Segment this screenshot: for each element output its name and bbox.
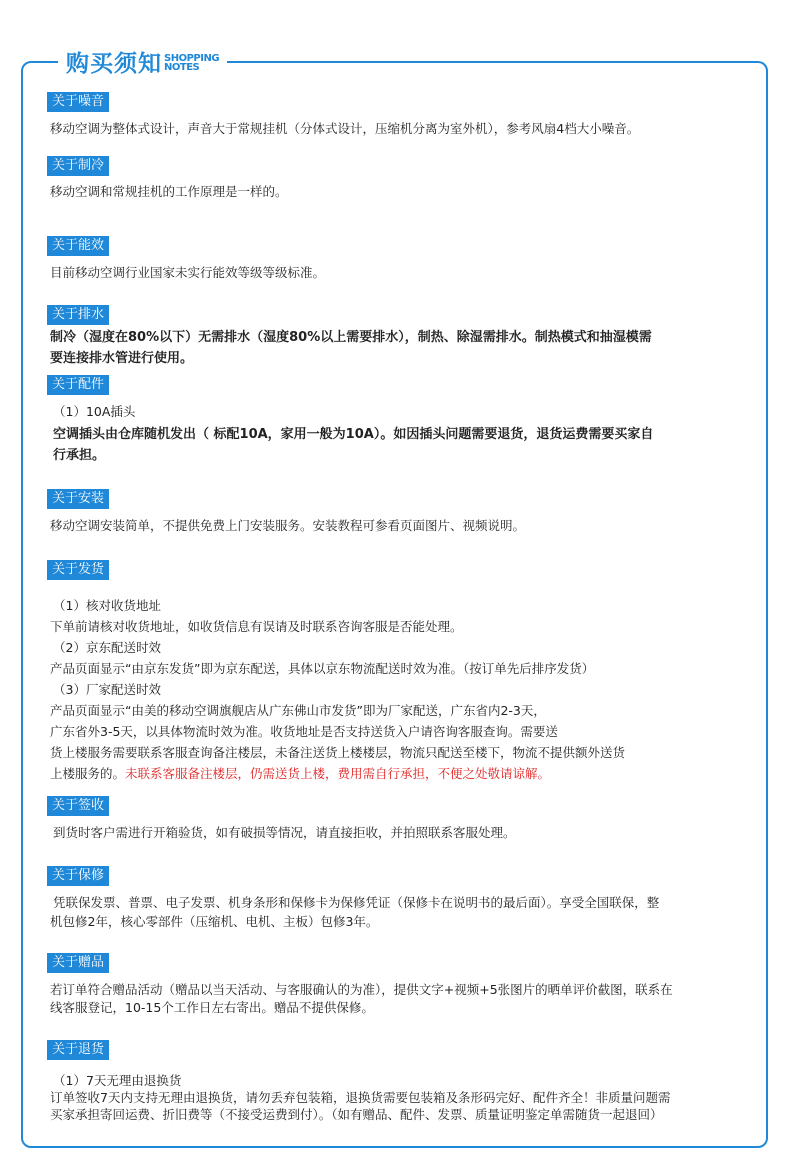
section-label-signing: 关于签收	[47, 796, 109, 816]
shipping-warning: 未联系客服备注楼层，仍需送货上楼，费用需自行承担，不便之处敬请谅解。	[125, 766, 551, 781]
parts-subheading: （1）10A插头	[53, 404, 136, 419]
warranty-line-1: 凭联保发票、普票、电子发票、机身条形和保修卡为保修凭证（保修卡在说明书的最后面）。享受全国联保，整	[53, 895, 660, 910]
efficiency-text: 目前移动空调行业国家未实行能效等级等级标准。	[50, 265, 326, 280]
title-en: SHOPPING NOTES	[164, 53, 220, 73]
section-label-warranty: 关于保修	[47, 866, 109, 886]
signing-text: 到货时客户需进行开箱验货，如有破损等情况，请直接拒收，并拍照联系客服处理。	[53, 825, 516, 840]
gifts-line-1: 若订单符合赠品活动（赠品以当天活动、与客服确认的为准），提供文字+视频+5张图片的晒单评价截图，联系在	[50, 982, 673, 997]
section-label-returns: 关于退货	[47, 1040, 109, 1060]
shipping-line-4: 产品页面显示“由京东发货”即为京东配送，具体以京东物流配送时效为准。（按订单先后排序发货）	[50, 661, 595, 676]
returns-line-2: 订单签收7天内支持无理由退换货，请勿丢弃包装箱，退换货需要包装箱及条形码完好、配件齐全！非质量问题需	[50, 1090, 671, 1105]
drainage-text-line-1: 制冷（湿度在80%以下）无需排水（湿度80%以上需要排水），制热、除湿需排水。制热模式和抽湿模需	[50, 330, 652, 345]
drainage-text-line-2: 要连接排水管进行使用。	[50, 351, 194, 366]
gifts-line-2: 线客服登记，10-15个工作日左右寄出。赠品不提供保修。	[50, 1000, 374, 1015]
parts-text-line-1: 空调插头由仓库随机发出（ 标配10A，家用一般为10A）。如因插头问题需要退货，退货运费需要买家自	[53, 427, 654, 442]
section-label-parts: 关于配件	[47, 375, 109, 395]
warranty-line-2: 机包修2年，核心零部件（压缩机、电机、主板）包修3年。	[50, 914, 379, 929]
install-text: 移动空调安装简单，不提供免费上门安装服务。安装教程可参看页面图片、视频说明。	[50, 518, 526, 533]
shipping-line-2: 下单前请核对收货地址，如收货信息有误请及时联系咨询客服是否能处理。	[50, 619, 463, 634]
section-label-drainage: 关于排水	[47, 305, 109, 325]
shipping-line-1: （1）核对收货地址	[53, 598, 161, 613]
shipping-line-8: 货上楼服务需要联系客服查询备注楼层，未备注送货上楼楼层，物流只配送至楼下，物流不提供额外送货	[50, 745, 626, 760]
returns-line-1: （1）7天无理由退换货	[53, 1073, 182, 1088]
shipping-line-7: 广东省外3-5天，以具体物流时效为准。收货地址是否支持送货入户请咨询客服查询。需要送	[50, 724, 558, 739]
shipping-line-5: （3）厂家配送时效	[53, 682, 161, 697]
noise-text: 移动空调为整体式设计，声音大于常规挂机（分体式设计，压缩机分离为室外机），参考风扇4档大小噪音。	[50, 121, 640, 136]
section-label-cooling: 关于制冷	[47, 156, 109, 176]
section-label-noise: 关于噪音	[47, 92, 109, 112]
title-cn: 购买须知	[66, 51, 162, 77]
shipping-line-6: 产品页面显示“由美的移动空调旗舰店从广东佛山市发货”即为厂家配送，广东省内2-3天，	[50, 703, 546, 718]
shipping-line-3: （2）京东配送时效	[53, 640, 161, 655]
section-label-gifts: 关于赠品	[47, 953, 109, 973]
page-title	[58, 44, 227, 78]
cooling-text: 移动空调和常规挂机的工作原理是一样的。	[50, 184, 288, 199]
shipping-line-9: 上楼服务的。未联系客服备注楼层，仍需送货上楼，费用需自行承担，不便之处敬请谅解。	[50, 766, 551, 781]
parts-text-line-2: 行承担。	[53, 448, 106, 463]
section-label-efficiency: 关于能效	[47, 236, 109, 256]
section-label-shipping: 关于发货	[47, 560, 109, 580]
returns-line-3: 买家承担寄回运费、折旧费等（不接受运费到付）。（如有赠品、配件、发票、质量证明鉴定单需随货一起退回）	[50, 1107, 663, 1122]
section-label-install: 关于安装	[47, 489, 109, 509]
